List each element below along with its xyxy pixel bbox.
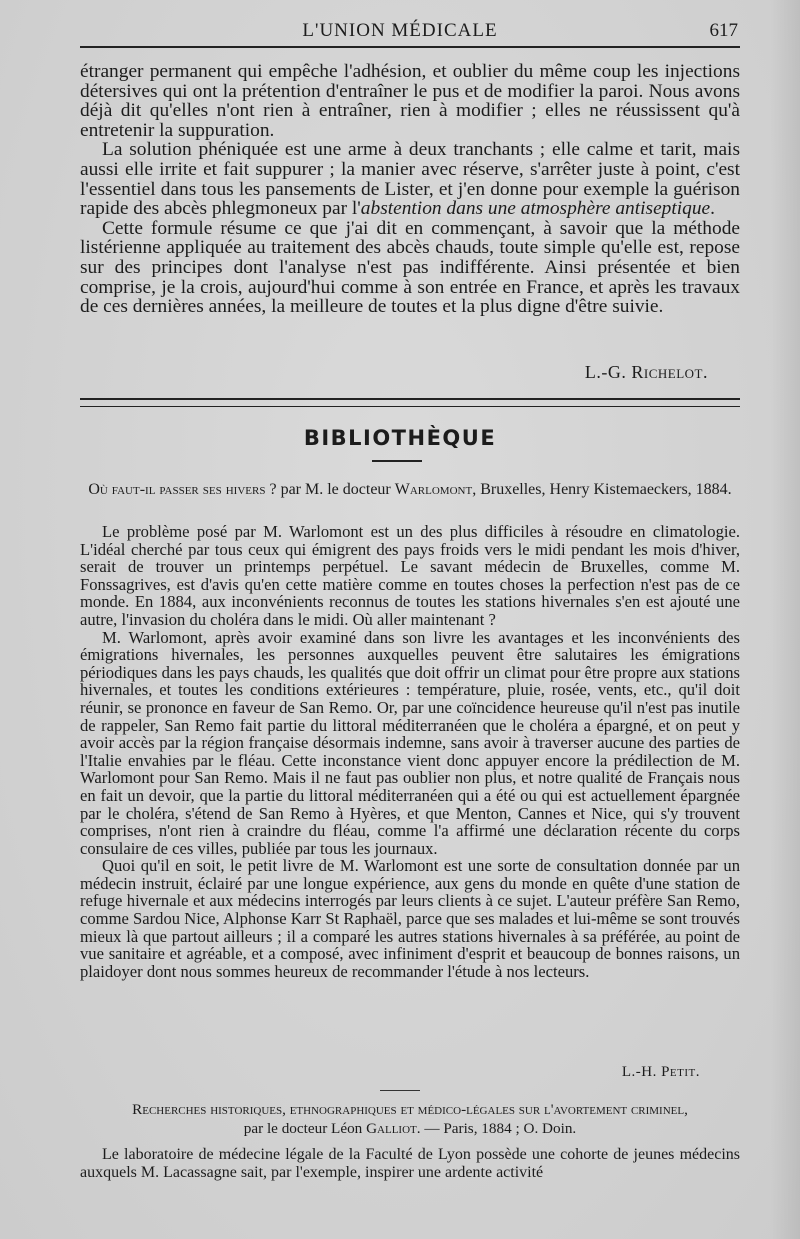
italic-phrase: abstention dans une atmosphère antiseptique (360, 198, 711, 220)
paragraph: Le laboratoire de médecine légale de la Faculté de Lyon possède une cohorte de jeunes médecins auxquels M. Lacassagne sait, par l'exemple, inspirer une ardente activité (80, 1146, 740, 1181)
paragraph: M. Warlomont, après avoir examiné dans son livre les avantages et les inconvénients des émigrations hivernales, les personnes auxquelles peuvent être salutaires les émigrations périodiques dans les pays chauds, les qualités que doit offrir un climat pour être propre aux stations hivernales, et toutes les conditions extérieures : température, pluie, rosée, vents, etc., qu'il doit réunir, se prononce en faveur de San Remo. Or, par une coïncidence heureuse qu'il n'est pas inutile de rappeler, San Remo fait partie du littoral méditerranéen que le choléra a épargné, et on peut y avoir accès par la région française désormais indemne, sans avoir à traverser aucune des parties de l'Italie envahies par le fléau. Cette inconstance vient donc appuyer encore la prédilection de M. Warlomont pour San Remo. Mais il ne faut pas oublier non plus, et notre qualité de Français nous en fait un devoir, que la partie du littoral méditerranéen qui a été ou qui est actuellement épargnée par le choléra, s'étend de San Remo à Hyères, et que Menton, Cannes et Nice, qui s'y trouvent comprises, n'ont rien à craindre du fléau, comme l'a affirmé une déclaration récente du corps consulaire de ces villes, publiée par tous les journaux. (80, 627, 740, 858)
book-author: Galliot (366, 1120, 417, 1137)
paragraph: Le problème posé par M. Warlomont est un des plus difficiles à résoudre en climatologie. L'idéal cherché par tous ceux qui émigrent des pays froids vers le midi pendant les mois d'hiver, serait de trouver un printemps perpétuel. Le savant médecin de Bruxelles, comme M. Fonssagrives, est d'avis qu'en cette matière comme en toutes choses la perfection n'est pas de ce monde. En 1884, aux inconvénients reconnus de toutes les stations hivernales s'en est ajouté une autre, l'invasion du choléra dans le midi. Où aller maintenant ? (80, 522, 740, 629)
section-heading: BIBLIOTHÈQUE (303, 426, 497, 450)
book-review (80, 523, 740, 980)
author-signature: L.-G. Richelot. (584, 362, 708, 382)
paragraph: Quoi qu'il en soit, le petit livre de M. Warlomont est une sorte de consultation donnée par un médecin instruit, éclairé par une longue expérience, aux gens du monde en quête d'une station de refuge hivernale et aux médecins interrogés par leurs clients à ce sujet. L'auteur préfère San Remo, comme Sardou Nice, Alphonse Karr St Raphaël, parce que ses malades et lui-même se sont trouvés mieux là que partout ailleurs ; il a comparé les autres stations hivernales à sa préférée, au point de vue sanitaire et agréable, et a composé, avec infiniment d'esprit et beaucoup de bonnes raisons, un plaidoyer dont nous sommes heureux de recommander l'étude à nos lecteurs. (80, 856, 740, 981)
page-edge-shadow (770, 0, 800, 1239)
page-number: 617 (709, 20, 738, 41)
journal-title: L'UNION MÉDICALE (302, 20, 498, 41)
book-reference: Recherches historiques, ethnographiques et médico-légales sur l'avortement criminel, par le docteur Léon Galliot. — Paris, 1884 ; O. Doin. (132, 1101, 688, 1137)
paragraph: Cette formule résume ce que j'ai dit en commençant, à savoir que la méthode listérienne appliquée au traitement des abcès chauds, toute simple qu'elle est, repose sur des principes dont l'analyse n'est pas indifférente. Ainsi présentée et bien comprise, je la crois, aujourd'hui comme à son entrée en France, et après les travaux de ces dernières années, la meilleure de toutes et la plus digne d'être suivie. (80, 217, 740, 318)
reviewer-signature: L.-H. Petit. (621, 1064, 700, 1080)
review-divider (380, 1090, 420, 1091)
book-author: Warlomont (394, 481, 473, 498)
book-title: Où faut-il passer ses hivers ? (88, 481, 277, 498)
book-title: Recherches historiques, ethnographiques et médico-légales sur l'avortement criminel, (132, 1101, 688, 1118)
paragraph: La solution phéniquée est une arme à deux tranchants ; elle calme et tarit, mais aussi elle irrite et fait suppurer ; la manier avec réserve, s'arrêter juste à point, c'est l'essentiel dans tous les pansements de Lister, et j'en donne pour exemple la guérison rapide des abcès phlegmoneux par l'abstention dans une atmosphère antiseptique. (80, 139, 740, 220)
heading-rule (372, 460, 422, 462)
book-review (80, 1146, 740, 1182)
section-divider (80, 398, 740, 407)
running-header (0, 18, 800, 48)
book-reference: Où faut-il passer ses hivers ? par M. le docteur Warlomont, Bruxelles, Henry Kistemaeckers, 1884. (88, 481, 732, 498)
paragraph: étranger permanent qui empêche l'adhésion, et oublier du même coup les injections détersives qui ont la prétention d'entraîner le pus et de modifier la paroi. Nous avons déjà dit qu'elles n'ont rien à entraîner, rien à modifier ; elles ne réussissent qu'à entretenir la suppuration. (80, 61, 740, 141)
header-rule (80, 46, 740, 48)
article-conclusion (80, 62, 740, 317)
